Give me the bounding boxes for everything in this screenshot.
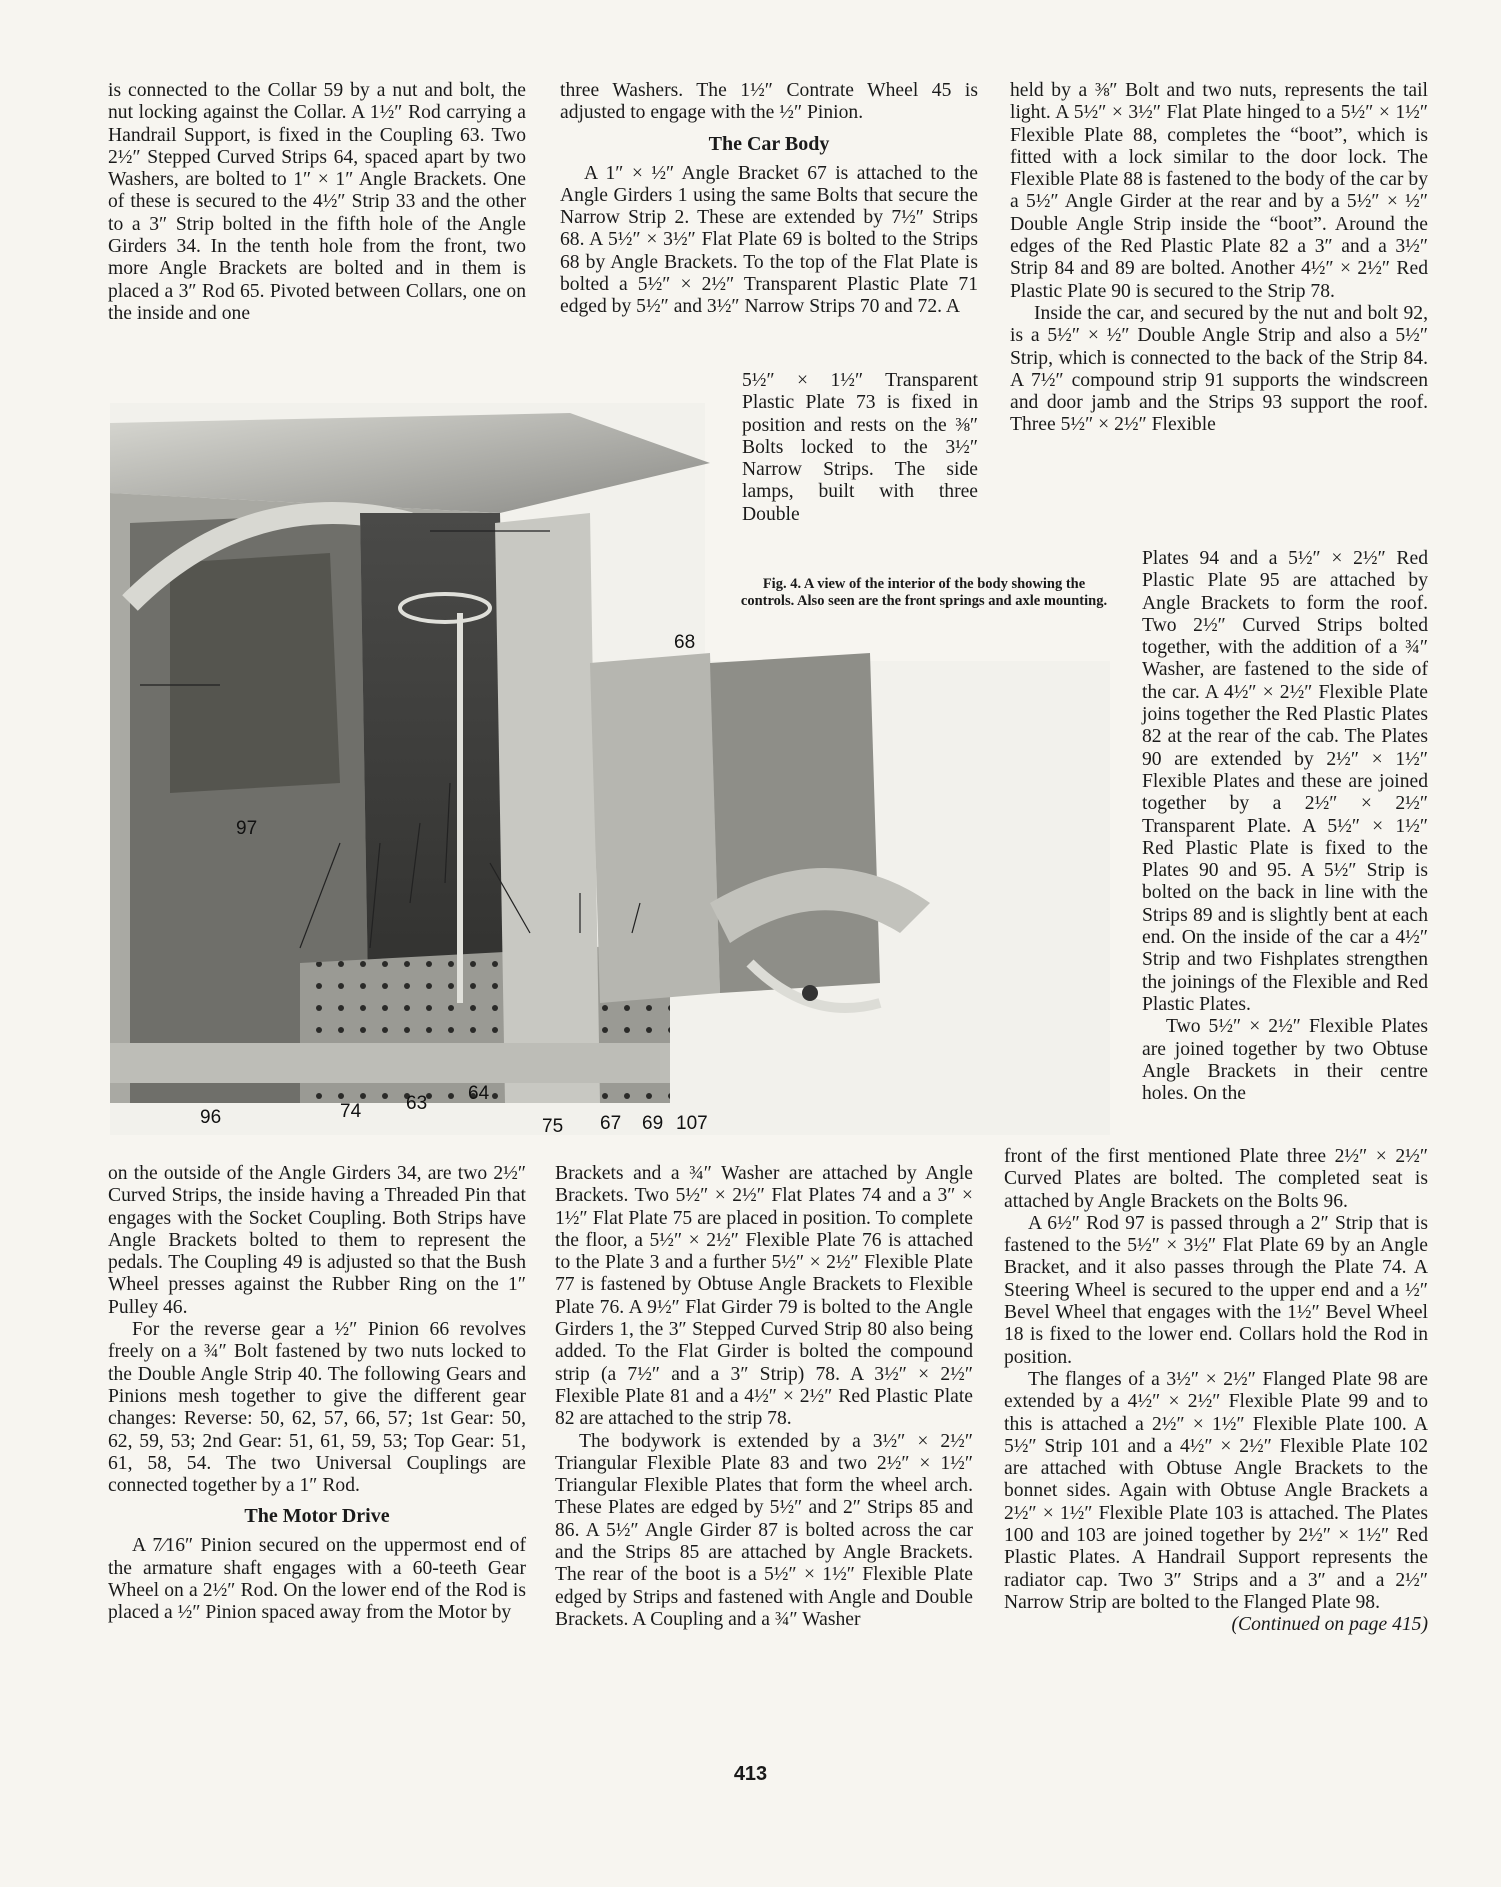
col3-paragraph-2: Inside the car, and secured by the nut and bolt 92, is a 5½″ × ½″ Double Angle Strip and also a 5½″ Strip, which is connected to the back of the Strip 84. A 7½″ compound strip 91 supports the windscreen and door jamb and the Strips 93 support the roof. Three 5½″ × 2½″ Flexible <box>1010 302 1428 436</box>
callout-97: 97 <box>236 818 258 839</box>
col3-paragraph-5: The flanges of a 3½″ × 2½″ Flanged Plate 98 are extended by a 4½″ × 2½″ Flexible Plate 99 and to this is attached a 2½″ × 1½″ Flexible Plate 100. A 5½″ Strip 101 and a 4½″ × 2½″ Flexible Plate 102 are attached with Obtuse Angle Brackets to the bonnet sides. Again with Obtuse Angle Brackets a 2½″ × 1½″ Flexible Plate 103 is attached. The Plates 100 and 103 are joined together by 2½″ × 1½″ Red Plastic Plates. A Handrail Support represents the radiator cap. Two 3″ Strips and a 3″ and a 2½″ Narrow Strip are bolted to the Flanged Plate 98. <box>1004 1368 1428 1613</box>
callout-74: 74 <box>340 1101 362 1122</box>
column-3-lower <box>1004 1146 1428 1637</box>
section-heading-motor-drive: The Motor Drive <box>244 1505 390 1528</box>
col3-paragraph-4: A 6½″ Rod 97 is passed through a 2″ Strip that is fastened to the 5½″ × 3½″ Flat Plate 69 by an Angle Bracket, and it also passes through the Plate 74. A Steering Wheel is secured to the upper end and a ½″ Bevel Wheel that engages with the 1½″ Bevel Wheel 18 is fixed to the lower end. Collars hold the Rod in position. <box>1004 1212 1428 1368</box>
column-3-narrow <box>1142 548 1428 1105</box>
column-2-upper <box>560 80 978 319</box>
callout-75: 75 <box>542 1116 564 1137</box>
col1-paragraph-3: For the reverse gear a ½″ Pinion 66 revolves freely on a ¾″ Bolt fastened by two nuts locked to the Double Angle Strip 40. The following Gears and Pinions mesh together to give the different gear changes: Reverse: 50, 62, 57, 66, 57; 1st Gear: 50, 62, 59, 53; 2nd Gear: 51, 61, 59, 53; Top Gear: 51, 61, 58, 54. The two Universal Couplings are connected together by a 1″ Rod. <box>108 1319 526 1497</box>
col2-paragraph-3: Brackets and a ¾″ Washer are attached by Angle Brackets. Two 5½″ × 2½″ Flat Plates 74 and a 3″ × 1½″ Flat Plate 75 are placed in position. To complete the floor, a 5½″ × 2½″ Flexible Plate 76 is attached to the Plate 3 and a further 5½″ × 2½″ Flexible Plate 77 is fastened by Obtuse Angle Brackets to Flexible Plate 76. A 9½″ Flat Girder 79 is bolted to the Angle Girders 1, the 3″ Stepped Curved Strip 80 also being added. To the Flat Girder is bolted the compound strip (a 7½″ and a 3″ Strip) 78. A 3½″ × 2½″ Flexible Plate 81 and a 4½″ × 2½″ Red Plastic Plate 82 are attached to the strip 78. <box>555 1163 973 1430</box>
callout-107: 107 <box>676 1113 708 1134</box>
model-photograph <box>110 403 1110 1135</box>
callout-69: 69 <box>642 1113 664 1134</box>
section-heading-car-body: The Car Body <box>708 132 830 155</box>
col1-paragraph-1: is connected to the Collar 59 by a nut and bolt, the nut locking against the Collar. A 1½″ Rod carrying a Handrail Support, is fixed in the Coupling 63. Two 2½″ Stepped Curved Strips 64, spaced apart by two Washers, are bolted to 1″ × 1″ Angle Brackets. One of these is secured to the 4½″ Strip 33 and the other to a 3″ Strip bolted in the fifth hole of the Angle Girders 34. In the tenth hole from the front, two more Angle Brackets are bolted and in them is placed a 3″ Rod 65. Pivoted between Collars, one on the inside and one <box>108 80 526 324</box>
column-1-upper <box>108 80 526 325</box>
chassis-girder <box>110 1043 670 1083</box>
figure-caption: Fig. 4. A view of the interior of the body showing the controls. Also seen are the front springs and axle mounting. <box>740 576 1108 609</box>
column-1-lower <box>108 1163 526 1625</box>
callout-63: 63 <box>406 1093 428 1114</box>
col3-paragraph-1: held by a ⅜″ Bolt and two nuts, represents the tail light. A 5½″ × 3½″ Flat Plate hinged to a 5½″ × 1½″ Flexible Plate 88, completes the “boot”, which is fitted with a lock similar to the door lock. The Flexible Plate 88 is fastened to the body of the car by a 5½″ Angle Girder at the rear and by a 5½″ × ½″ Double Angle Strip inside the “boot”. Around the edges of the Red Plastic Plate 82 a 3″ and a 3½″ Strip 84 and 89 are bolted. Another 4½″ × 2½″ Red Plastic Plate 90 is secured to the Strip 78. <box>1010 80 1428 302</box>
callout-96: 96 <box>200 1107 222 1128</box>
car-interior-illustration <box>110 403 1110 1135</box>
callout-68: 68 <box>674 632 696 653</box>
col3-paragraph-3: Two 5½″ × 2½″ Flexible Plates are joined together by two Obtuse Angle Brackets in their centre holes. On the <box>1142 1016 1428 1105</box>
col2-paragraph-2b: 5½″ × 1½″ Transparent Plastic Plate 73 is fixed in position and rests on the ⅜″ Bolts locked to the 3½″ Narrow Strips. The side lamps, built with three Double <box>742 370 978 525</box>
col3-paragraph-2b: Plates 94 and a 5½″ × 2½″ Red Plastic Plate 95 are attached by Angle Brackets to form the roof. Two 2½″ Curved Strips bolted together, with the addition of a ¾″ Washer, are fastened to the side of the car. A 4½″ × 2½″ Flexible Plate joins together the Red Plastic Plates 82 at the rear of the cab. The Plates 90 are extended by 2½″ × 1½″ Flexible Plates and these are joined together by a 2½″ × 2½″ Transparent Plate. A 5½″ × 1½″ Red Plastic Plate is fixed to the Plates 90 and 95. A 5½″ Strip is bolted on the back in line with the Strips 89 and is slightly bent at each end. On the inside of the car a 4½″ Strip and two Fishplates strengthen the joinings of the Flexible and Red Plastic Plates. <box>1142 548 1428 1015</box>
continued-note: (Continued on page 415) <box>1231 1614 1428 1636</box>
callout-64: 64 <box>468 1083 490 1104</box>
page-number: 413 <box>733 1763 768 1785</box>
col1-paragraph-2: on the outside of the Angle Girders 34, are two 2½″ Curved Strips, the inside having a Threaded Pin that engages with the Socket Coupling. Both Strips have Angle Brackets bolted to them to represent the pedals. The Coupling 49 is adjusted so that the Bush Wheel presses against the Rubber Ring on the 1″ Pulley 46. <box>108 1163 526 1318</box>
column-2-lower <box>555 1163 973 1631</box>
col3-paragraph-3b: front of the first mentioned Plate three 2½″ × 2½″ Curved Plates are bolted. The completed seat is attached by Angle Brackets on the Bolts 96. <box>1004 1146 1428 1212</box>
front-door-panel <box>590 653 720 1003</box>
col2-paragraph-4: The bodywork is extended by a 3½″ × 2½″ Triangular Flexible Plate 83 and two 2½″ × 1½″ Triangular Flexible Plates that form the wheel arch. These Plates are edged by 5½″ and 2″ Strips 85 and 86. A 5½″ Angle Girder 87 is bolted across the car and the Strips 85 are attached by Angle Brackets. The rear of the boot is a 5½″ × 1½″ Flexible Plate edged by Strips and fastened with Angle and Double Brackets. A Coupling and a ¾″ Washer <box>555 1430 973 1630</box>
column-3-upper <box>1010 80 1428 437</box>
callout-67: 67 <box>600 1113 622 1134</box>
col1-paragraph-4: A 7⁄16″ Pinion secured on the uppermost end of the armature shaft engages with a 60-teeth Gear Wheel on a 2½″ Rod. On the lower end of the Rod is placed a ½″ Pinion spaced away from the Motor by <box>108 1535 526 1624</box>
col2-paragraph-1: three Washers. The 1½″ Contrate Wheel 45 is adjusted to engage with the ½″ Pinion. <box>560 80 978 124</box>
col2-paragraph-2: A 1″ × ½″ Angle Bracket 67 is attached to the Angle Girders 1 using the same Bolts that secure the Narrow Strip 2. These are extended by 7½″ Strips 68. A 5½″ × 3½″ Flat Plate 69 is bolted to the Strips 68 by Angle Brackets. To the top of the Flat Plate is bolted a 5½″ × 2½″ Transparent Plastic Plate 71 edged by 5½″ and 3½″ Narrow Strips 70 and 72. A <box>560 162 978 318</box>
